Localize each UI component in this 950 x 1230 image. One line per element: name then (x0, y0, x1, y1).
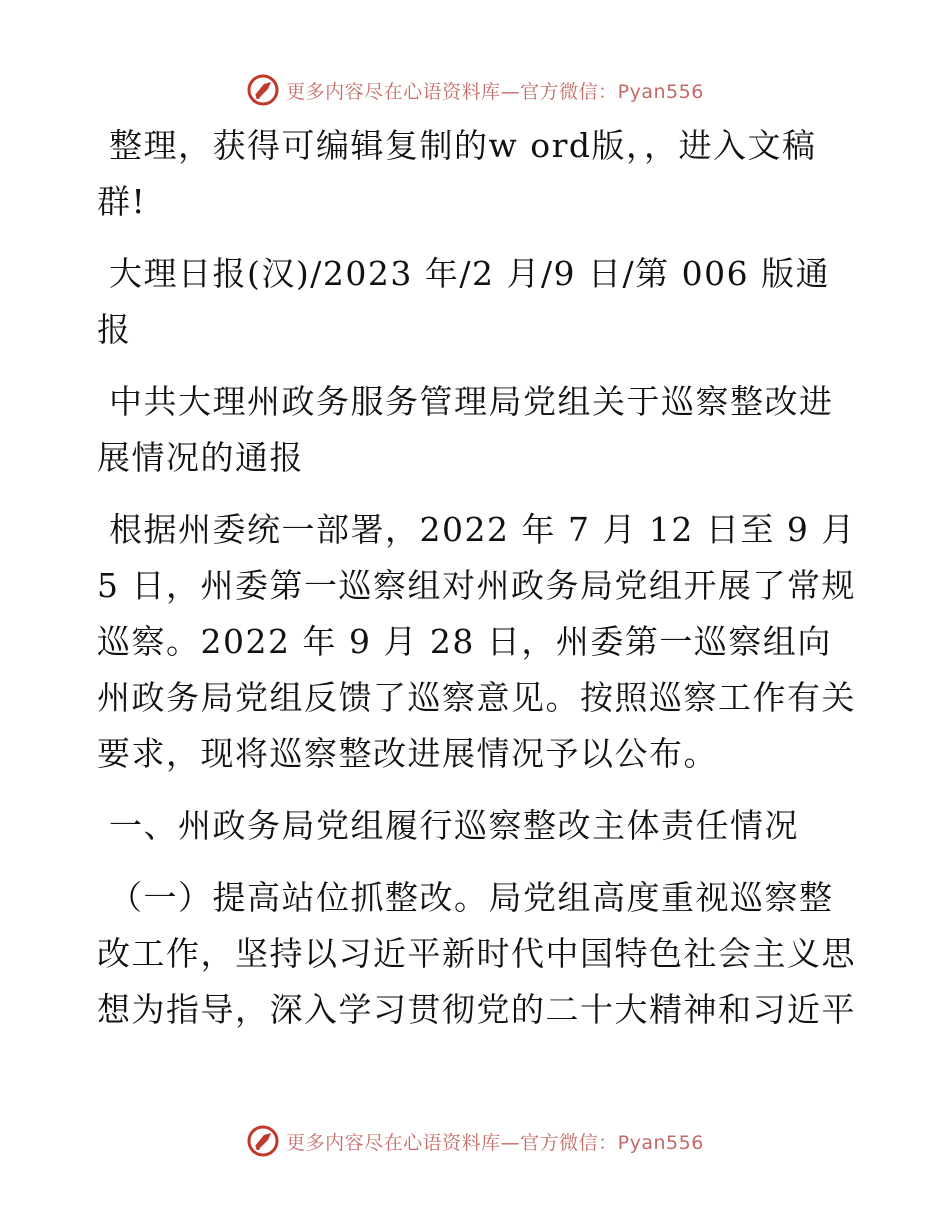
section-heading-1: 一、州政务局党组履行巡察整改主体责任情况 (109, 806, 799, 845)
document-title: 中共大理州政务服务管理局党组关于巡察整改进展情况的通报 (97, 382, 834, 477)
red-seal-logo-icon (246, 1124, 280, 1158)
header-watermark (0, 70, 950, 110)
document-body (97, 118, 857, 1054)
paragraph-intro: 整理，获得可编辑复制的w ord版，，进入文稿群! (97, 126, 817, 221)
paragraph-source: 大理日报(汉)/2023 年/2 月/9 日/第 006 版通报 (97, 254, 831, 349)
watermark-text: 更多内容尽在心语资料库—官方微信：Pyan556 (286, 1131, 704, 1154)
footer-watermark (0, 1121, 950, 1161)
paragraph-background: 根据州委统一部署，2022 年 7 月 12 日至 9 月 5 日，州委第一巡察组对州政务局党组开展了常规巡察。2022 年 9 月 28 日，州委第一巡察组向州政务局党组反馈了巡察意见。按照巡察工作有关要求，现将巡察整改进展情况予以公布。 (97, 510, 856, 773)
red-seal-logo-icon (246, 73, 280, 107)
paragraph-section-1-1: （一）提高站位抓整改。局党组高度重视巡察整改工作，坚持以习近平新时代中国特色社会主义思想为指导，深入学习贯彻党的二十大精神和习近平 (97, 878, 856, 1029)
watermark-text: 更多内容尽在心语资料库—官方微信：Pyan556 (286, 80, 704, 103)
